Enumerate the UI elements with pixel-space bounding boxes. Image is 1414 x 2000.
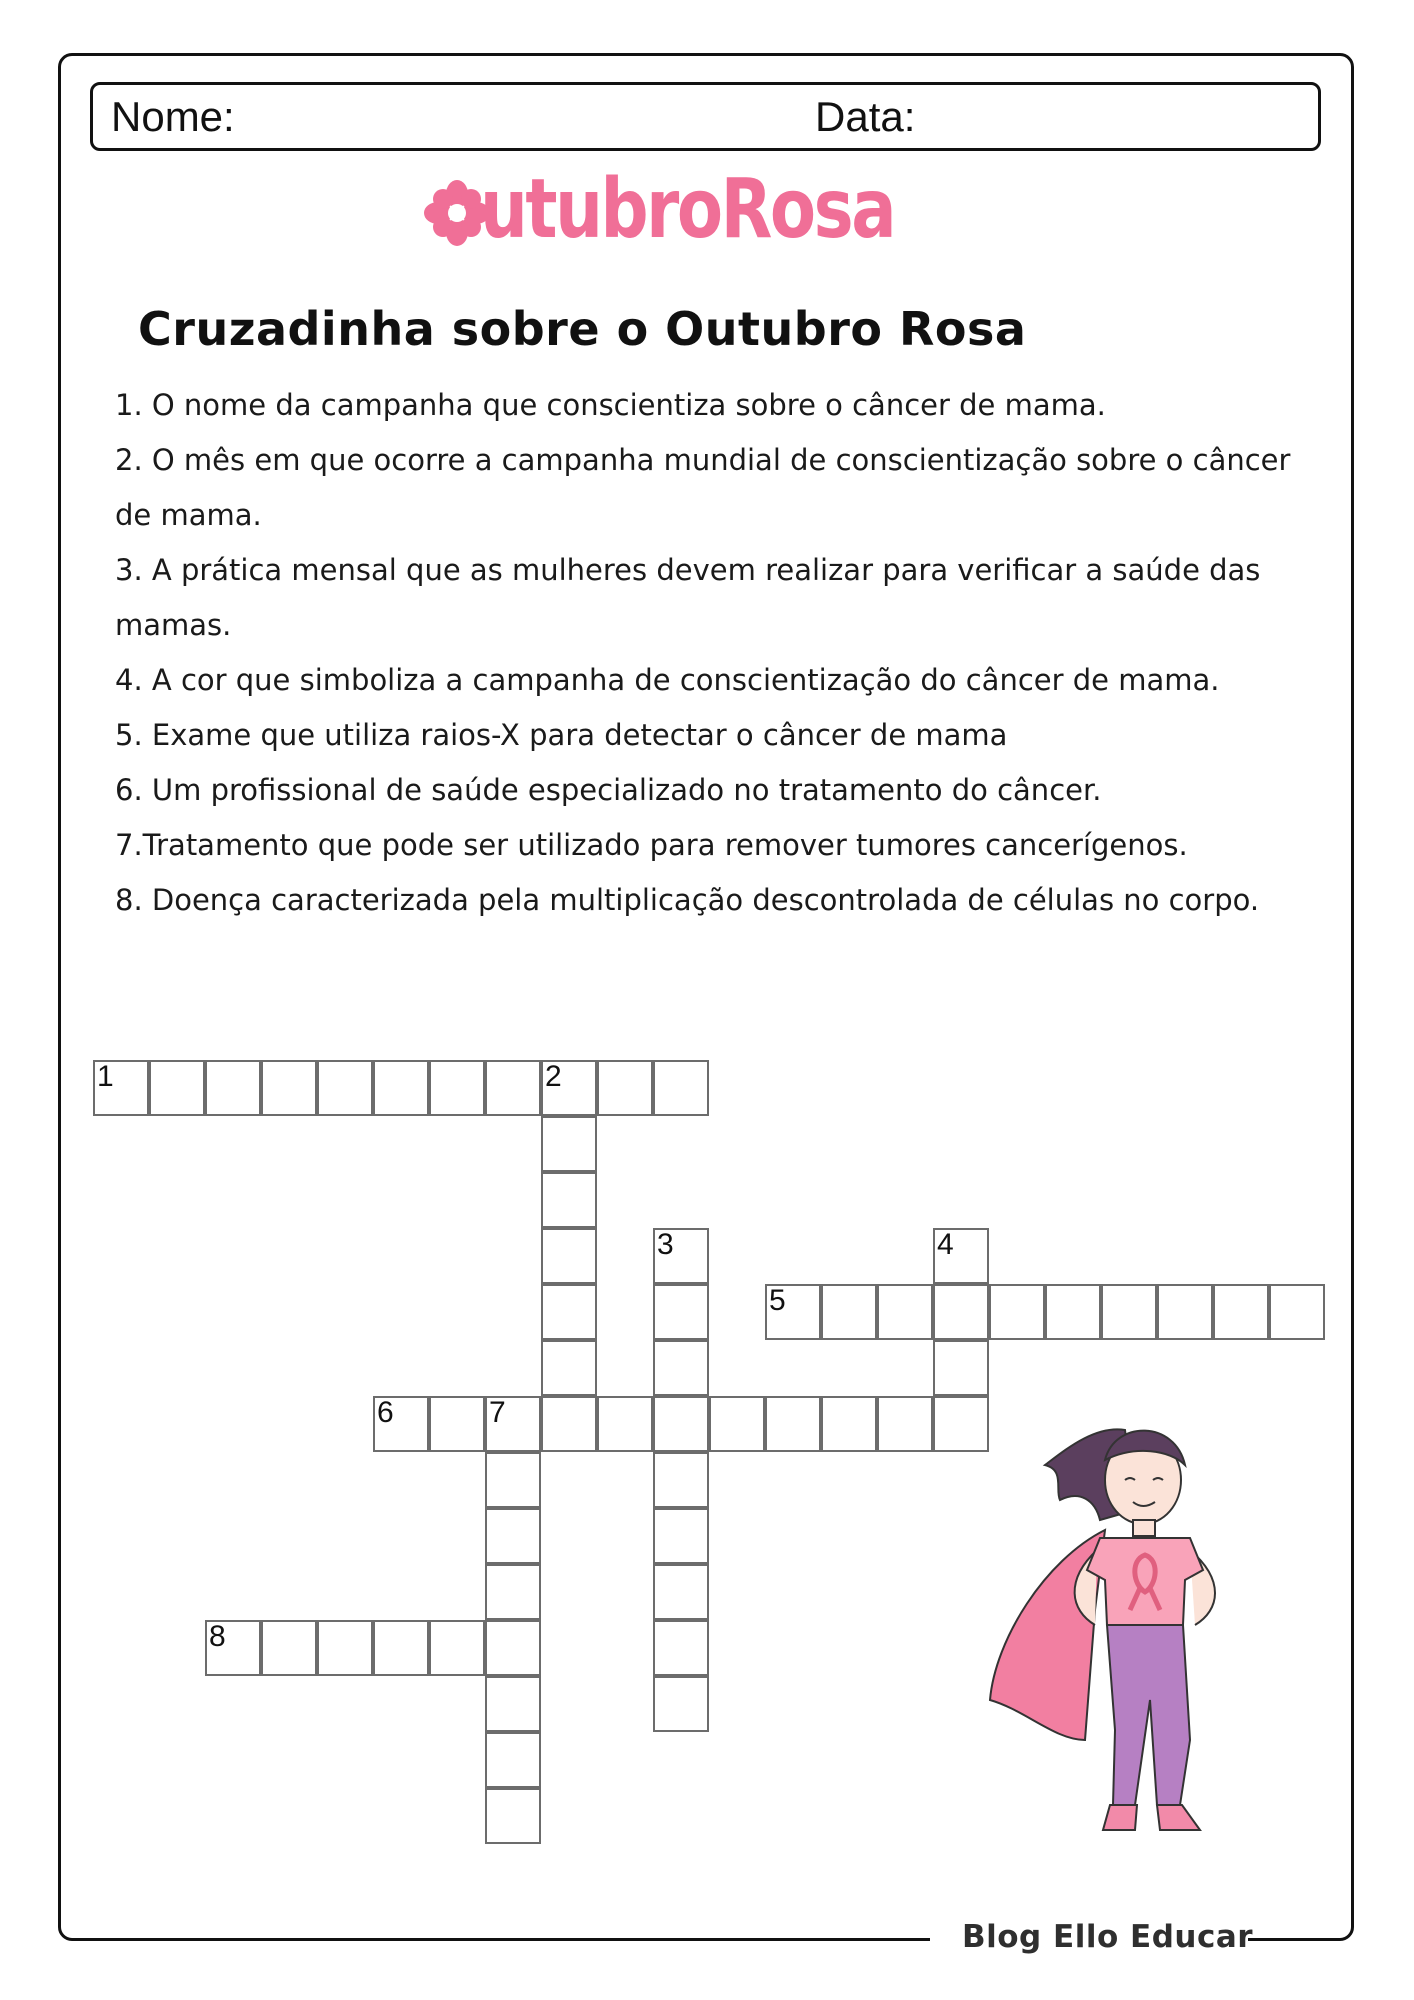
clue-number: 3 — [657, 1228, 674, 1261]
crossword-cell[interactable] — [653, 1564, 709, 1620]
logo-text: utubroRosa — [480, 162, 895, 257]
crossword-cell[interactable] — [541, 1340, 597, 1396]
crossword-cell[interactable] — [933, 1340, 989, 1396]
shoes — [1103, 1805, 1137, 1830]
crossword-cell[interactable] — [541, 1396, 597, 1452]
crossword-cell[interactable] — [541, 1060, 597, 1116]
crossword-cell[interactable] — [597, 1396, 653, 1452]
crossword-cell[interactable] — [485, 1564, 541, 1620]
clue-number: 4 — [937, 1228, 954, 1261]
crossword-cell[interactable] — [933, 1396, 989, 1452]
crossword-cell[interactable] — [485, 1620, 541, 1676]
crossword-cell[interactable] — [877, 1396, 933, 1452]
crossword-cell[interactable] — [485, 1508, 541, 1564]
crossword-cell[interactable] — [541, 1284, 597, 1340]
crossword-cell[interactable] — [205, 1620, 261, 1676]
footer-brand: Blog Ello Educar — [962, 1919, 1254, 1955]
clue-1: 1. O nome da campanha que conscientiza sobre o câncer de mama. — [115, 388, 1106, 422]
crossword-cell[interactable] — [485, 1452, 541, 1508]
crossword-cell[interactable] — [1045, 1284, 1101, 1340]
crossword-cell[interactable] — [877, 1284, 933, 1340]
crossword-cell[interactable] — [541, 1228, 597, 1284]
crossword-cell[interactable] — [429, 1396, 485, 1452]
date-label: Data: — [815, 93, 916, 140]
superhero-girl-illustration — [985, 1410, 1285, 1870]
crossword-cell[interactable] — [653, 1452, 709, 1508]
crossword-cell[interactable] — [485, 1788, 541, 1844]
crossword-cell[interactable] — [373, 1060, 429, 1116]
clue-list — [115, 378, 1295, 928]
crossword-cell[interactable] — [653, 1396, 709, 1452]
clue-number: 8 — [209, 1620, 226, 1653]
clue-number: 5 — [769, 1284, 786, 1317]
crossword-cell[interactable] — [821, 1284, 877, 1340]
crossword-cell[interactable] — [205, 1060, 261, 1116]
crossword-cell[interactable] — [317, 1060, 373, 1116]
crossword-cell[interactable] — [485, 1676, 541, 1732]
crossword-cell[interactable] — [933, 1284, 989, 1340]
worksheet-title: Cruzadinha sobre o Outubro Rosa — [138, 302, 1027, 356]
crossword-cell[interactable] — [933, 1228, 989, 1284]
crossword-cell[interactable] — [653, 1340, 709, 1396]
crossword-cell[interactable] — [373, 1396, 429, 1452]
crossword-cell[interactable] — [261, 1060, 317, 1116]
crossword-cell[interactable] — [653, 1508, 709, 1564]
clue-5: 5. Exame que utiliza raios-X para detectar o câncer de mama — [115, 718, 1008, 752]
crossword-cell[interactable] — [1157, 1284, 1213, 1340]
outubro-rosa-logo — [424, 162, 895, 258]
clue-2: 2. O mês em que ocorre a campanha mundial de conscientização sobre o câncer de mama. — [115, 443, 1291, 532]
crossword-cell[interactable] — [765, 1396, 821, 1452]
clue-number: 1 — [97, 1060, 114, 1093]
crossword-cell[interactable] — [429, 1620, 485, 1676]
crossword-cell[interactable] — [597, 1060, 653, 1116]
crossword-cell[interactable] — [485, 1732, 541, 1788]
name-label: Nome: — [111, 93, 235, 140]
crossword-cell[interactable] — [317, 1620, 373, 1676]
crossword-cell[interactable] — [1101, 1284, 1157, 1340]
crossword-cell[interactable] — [653, 1284, 709, 1340]
crossword-cell[interactable] — [653, 1060, 709, 1116]
crossword-cell[interactable] — [653, 1620, 709, 1676]
crossword-cell[interactable] — [1269, 1284, 1325, 1340]
clue-8: 8. Doença caracterizada pela multiplicação descontrolada de células no corpo. — [115, 883, 1260, 917]
clue-4: 4. A cor que simboliza a campanha de conscientização do câncer de mama. — [115, 663, 1220, 697]
crossword-cell[interactable] — [653, 1228, 709, 1284]
crossword-cell[interactable] — [485, 1396, 541, 1452]
clue-6: 6. Um profissional de saúde especializado no tratamento do câncer. — [115, 773, 1102, 807]
crossword-cell[interactable] — [765, 1284, 821, 1340]
crossword-cell[interactable] — [93, 1060, 149, 1116]
crossword-cell[interactable] — [541, 1116, 597, 1172]
crossword-cell[interactable] — [989, 1284, 1045, 1340]
clue-number: 6 — [377, 1396, 394, 1429]
crossword-cell[interactable] — [261, 1620, 317, 1676]
crossword-cell[interactable] — [149, 1060, 205, 1116]
clue-number: 2 — [545, 1060, 562, 1093]
shirt — [1087, 1538, 1203, 1625]
crossword-cell[interactable] — [653, 1676, 709, 1732]
crossword-cell[interactable] — [429, 1060, 485, 1116]
crossword-cell[interactable] — [485, 1060, 541, 1116]
clue-3: 3. A prática mensal que as mulheres devem realizar para verificar a saúde das mamas. — [115, 553, 1261, 642]
name-date-box[interactable] — [90, 82, 1321, 151]
crossword-cell[interactable] — [373, 1620, 429, 1676]
pants — [1107, 1625, 1190, 1805]
crossword-cell[interactable] — [541, 1172, 597, 1228]
crossword-cell[interactable] — [1213, 1284, 1269, 1340]
clue-number: 7 — [489, 1396, 506, 1429]
crossword-cell[interactable] — [821, 1396, 877, 1452]
crossword-cell[interactable] — [709, 1396, 765, 1452]
clue-7: 7.Tratamento que pode ser utilizado para remover tumores cancerígenos. — [115, 828, 1188, 862]
